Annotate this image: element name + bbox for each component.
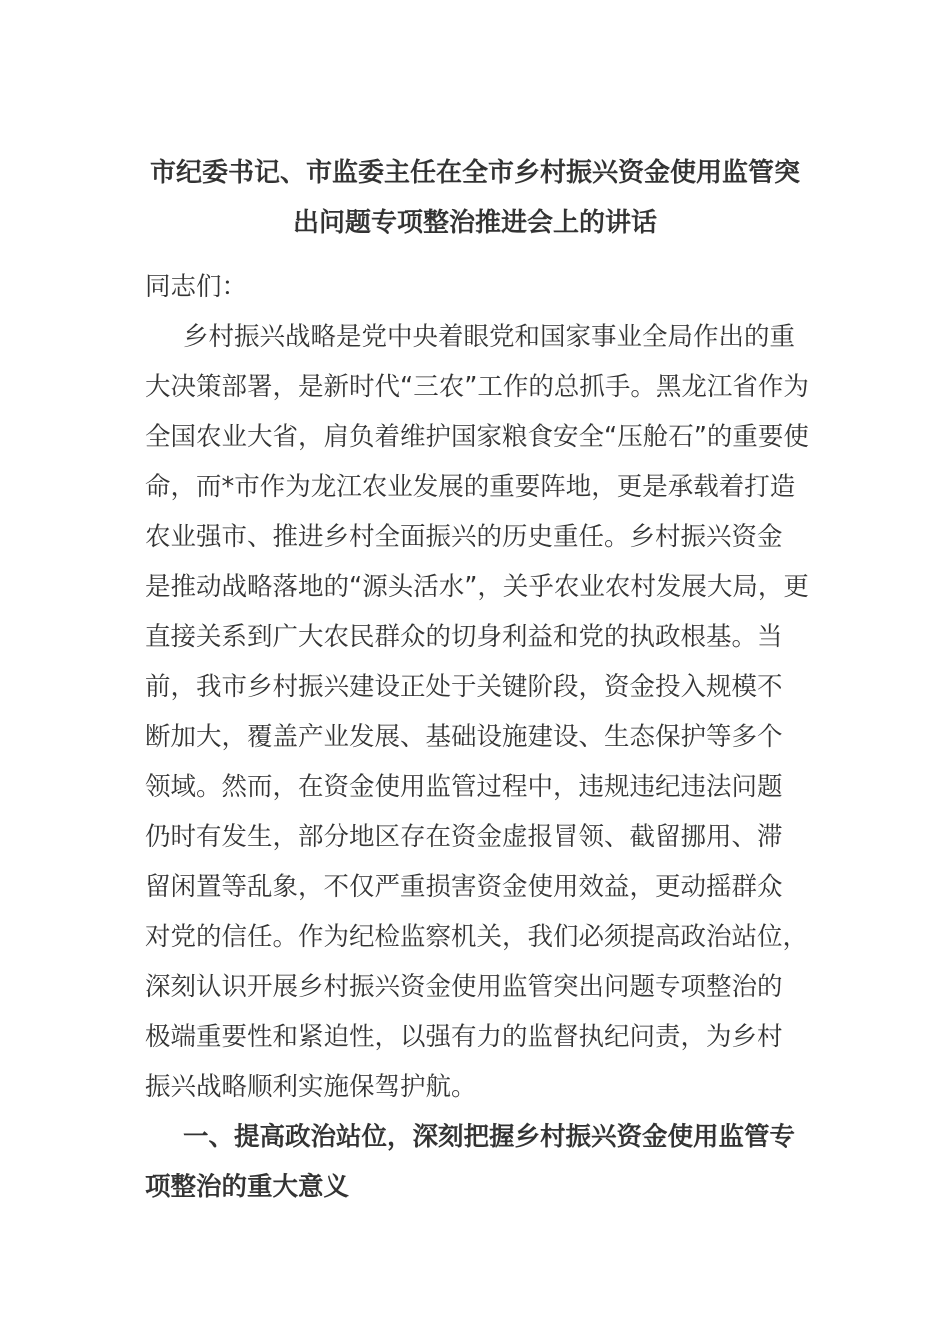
salutation: 同志们： [145,272,248,302]
paragraph-line: 直接关系到广大农民群众的切身利益和党的执政根基。当 [145,622,783,652]
paragraph-line: 极端重要性和紧迫性，以强有力的监督执纪问责，为乡村 [145,1022,783,1052]
paragraph-line: 领域。然而，在资金使用监管过程中，违规违纪违法问题 [145,772,783,802]
paragraph-line: 乡村振兴战略是党中央着眼党和国家事业全局作出的重 [183,322,796,352]
paragraph-line: 断加大，覆盖产业发展、基础设施建设、生态保护等多个 [145,722,783,752]
intro-paragraph [145,312,809,1112]
section-heading-1 [145,1112,805,1212]
heading-line-1: 一、提高政治站位，深刻把握乡村振兴资金使用监管专 [183,1122,796,1152]
paragraph-line: 深刻认识开展乡村振兴资金使用监管突出问题专项整治的 [145,972,783,1002]
paragraph-line: 农业强市、推进乡村全面振兴的历史重任。乡村振兴资金 [145,522,783,552]
heading-line-2: 项整治的重大意义 [145,1172,350,1202]
paragraph-line: 仍时有发生，部分地区存在资金虚报冒领、截留挪用、滞 [145,822,783,852]
paragraph-line: 留闲置等乱象，不仅严重损害资金使用效益，更动摇群众 [145,872,783,902]
title-line-2: 出问题专项整治推进会上的讲话 [292,208,657,238]
paragraph-line: 命，而*市作为龙江农业发展的重要阵地，更是承载着打造 [145,472,796,502]
document-title [145,148,805,248]
paragraph-line: 大决策部署，是新时代“三农”工作的总抓手。黑龙江省作为 [145,372,809,402]
paragraph-line: 振兴战略顺利实施保驾护航。 [145,1072,477,1102]
paragraph-line: 是推动战略落地的“源头活水”，关乎农业农村发展大局，更 [145,572,809,602]
title-line-1: 市纪委书记、市监委主任在全市乡村振兴资金使用监管突 [149,158,800,188]
paragraph-line: 对党的信任。作为纪检监察机关，我们必须提高政治站位， [145,922,809,952]
paragraph-line: 全国农业大省，肩负着维护国家粮食安全“压舱石”的重要使 [145,422,809,452]
paragraph-line: 前，我市乡村振兴建设正处于关键阶段，资金投入规模不 [145,672,783,702]
